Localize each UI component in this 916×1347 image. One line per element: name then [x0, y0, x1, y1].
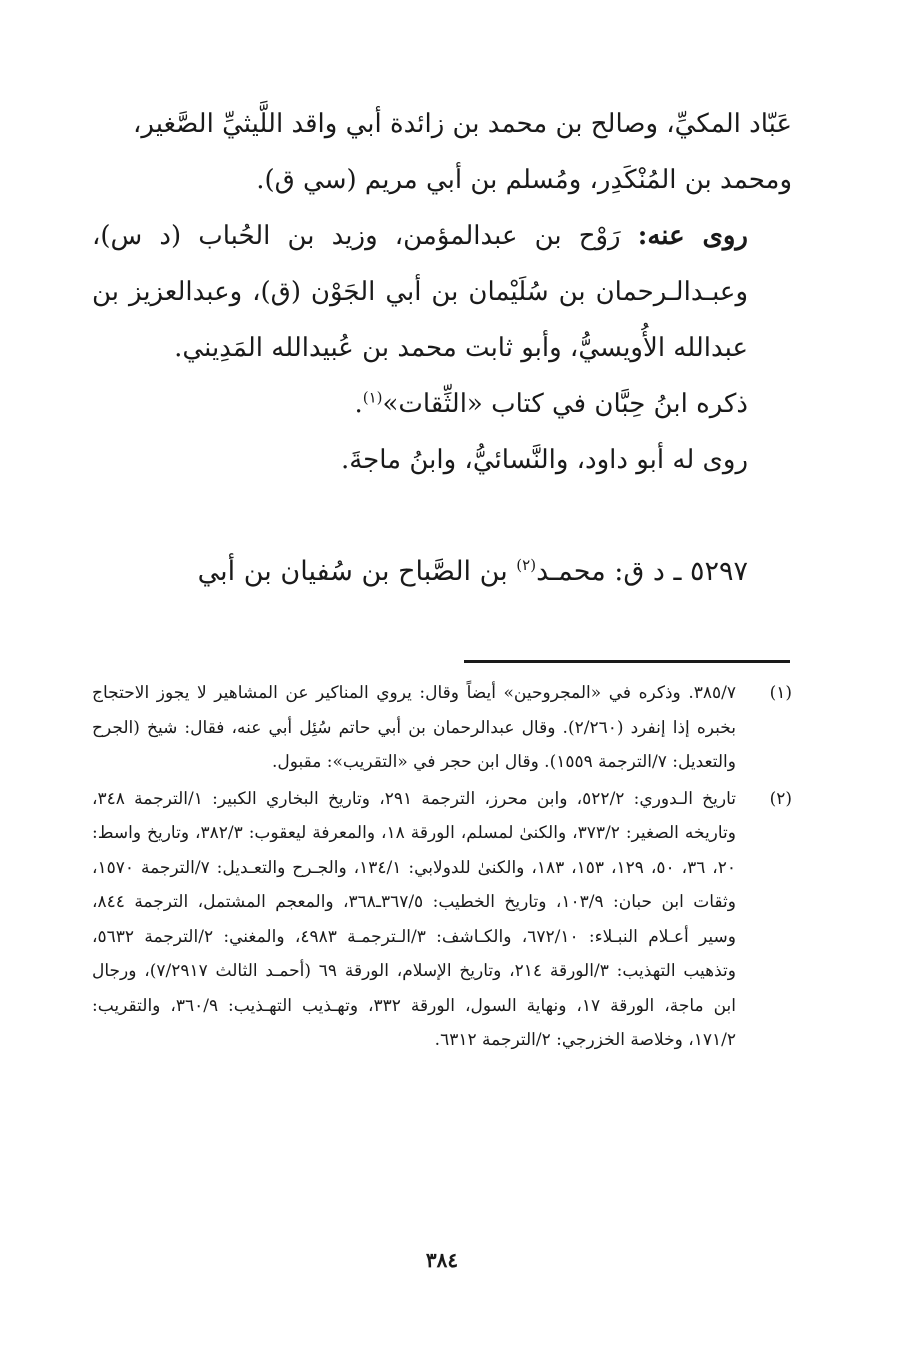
- narrators-label: روى عنه:: [637, 221, 748, 251]
- footnote-2: [92, 782, 792, 1058]
- text-line-1: عَبّاد المكيِّ، وصالح بن محمد بن زائدة أبي واقد اللَّيثيِّ الصَّغير،: [132, 109, 792, 139]
- mention-line: [92, 376, 792, 432]
- footnote-1: [92, 676, 792, 780]
- footnote-ref-2[interactable]: (٢): [516, 556, 537, 574]
- footnote-ref-1[interactable]: (١): [362, 388, 383, 407]
- footnotes: [92, 676, 792, 1060]
- entry-rest: بن الصَّباح بن سُفيان بن أبي: [197, 556, 517, 587]
- footnote-divider: [464, 660, 790, 663]
- text-line-2: ومحمد بن المُنْكَدِر، ومُسلم بن أبي مريم (سي ق).: [256, 165, 792, 195]
- mention-text: ذكره ابنُ حِبَّان في كتاب «الثِّقات»: [382, 389, 748, 419]
- page-number: ٣٨٤: [425, 1248, 459, 1272]
- footnote-text: ٣٨٥/٧. وذكره في «المجروحين» أيضاً وقال: يروي المناكير عن المشاهير لا يجوز الاحتجاج بخبره إذا إنفرد (٢/٢٦٠). وقال عبدالرحمان بن أبي حاتم سُئِل أبي عنه، فقال: شيخ (الجرح والتعديل: ٧/الترجمة ١٥٥٩). وقال ابن حجر في «التقريب»: مقبول.: [92, 683, 736, 772]
- entry-heading: [92, 542, 792, 602]
- narrators-text: رَوْح بن عبدالمؤمن، وزيد بن الحُباب (د س)، وعبـدالـرحمان بن سُلَيْمان بن أبي الجَوْن (ق)، وعبدالعزيز بن عبدالله الأُويسيُّ، وأبو ثابت محمد بن عُبيدالله المَدِيني.: [92, 221, 748, 363]
- footnote-number: (١): [769, 683, 792, 703]
- footnote-text: تاريخ الـدوري: ٥٢٢/٢، وابن محرز، الترجمة ٢٩١، وتاريخ البخاري الكبير: ١/الترجمة ٣٤٨، وتاريخه الصغير: ٣٧٣/٢، والكنىٰ لمسلم، الورقة ١٨، والمعرفة ليعقوب: ٣٨٢/٣، وتاريخ واسط: ٢٠، ٣٦، ٥٠، ١٢٩، ١٥٣، ١٨٣، والكنىٰ للدولابي: ١٣٤/١، والجـرح والتعـديل: ٧/الترجمة ١٥٧٠، وثقات ابن حبان: ١٠٣/٩، وتاريخ الخطيب: ٣٦٧/٥ـ٣٦٨، والمعجم المشتمل، الترجمة ٨٤٤، وسير أعـلام النبـلاء: ٦٧٢/١٠، والكـاشف: ٣/الـترجمـة ٤٩٨٣، والمغني: ٢/الترجمة ٥٦٣٢، وتذهيب التهذيب: ٣/الورقة ٢١٤، وتاريخ الإسلام، الورقة ٦٩ (أحمـد الثالث ٧/٢٩١٧)، ورجال ابن ماجة، الورقة ١٧، ونهاية السول، الورقة ٣٣٢، وتهـذيب التهـذيب: ٣٦٠/٩، والتقريب: ١٧١/٢، وخلاصة الخزرجي: ٢/الترجمة ٦٣١٢.: [92, 788, 737, 1050]
- entry-head: ٥٢٩٧ ـ د ق: محمـد: [536, 556, 748, 587]
- narrated-by-line: روى له أبو داود، والنَّسائيُّ، وابنُ ماجةَ.: [340, 445, 748, 475]
- narrators-paragraph: [92, 208, 792, 376]
- mention-end: .: [354, 389, 363, 419]
- main-text: [92, 96, 792, 488]
- footnote-number: (٢): [769, 788, 792, 809]
- book-page: [92, 0, 792, 1347]
